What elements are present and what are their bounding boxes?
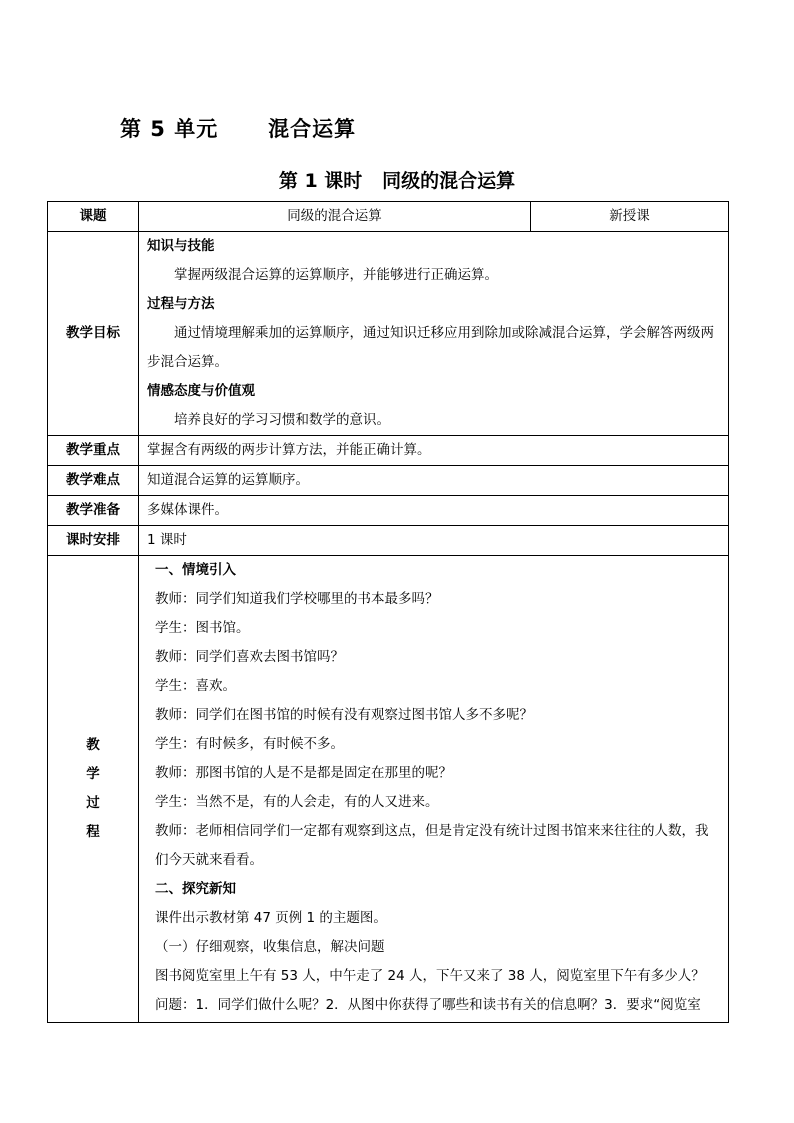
preparation-label: 教学准备 [48,496,139,526]
objectives-label: 教学目标 [48,232,139,436]
lesson-title: 第 1 课时 同级的混合运算 [278,170,516,192]
process-label-char: 程 [86,824,100,840]
process-line: 学生：当然不是，有的人会走，有的人又进来。 [155,794,439,810]
process-line: 教师：同学们在图书馆的时候有没有观察过图书馆人多不多呢？ [155,707,533,723]
lesson-type: 新授课 [531,202,729,232]
process-section-heading: 一、情境引入 [155,562,236,578]
process-line: （一）仔细观察，收集信息，解决问题 [155,939,385,955]
process-label [48,556,139,1023]
process-line: 学生：有时候多，有时候不多。 [155,736,344,752]
schedule-row [48,526,729,556]
process-line: 问题：1．同学们做什么呢？2．从图中你获得了哪些和读书有关的信息啊？3．要求“阅览室 [155,997,701,1013]
topic-label: 课题 [48,202,139,232]
process-heading: 过程与方法 [147,296,215,312]
process-label-char: 学 [86,766,100,782]
process-label-char: 过 [86,795,100,811]
objectives-cell [139,232,729,436]
knowledge-heading: 知识与技能 [147,238,215,254]
unit-title: 第 5 单元 混合运算 [120,117,357,141]
difficulties-label: 教学难点 [48,466,139,496]
lesson-plan-table [47,201,729,1023]
topic-value: 同级的混合运算 [139,202,531,232]
process-text: 通过情境理解乘加的运算顺序，通过知识迁移应用到除加或除减混合运算，学会解答两级两步混合运算。 [147,325,714,370]
process-line: 学生：图书馆。 [155,620,250,636]
schedule-label: 课时安排 [48,526,139,556]
difficulties-value: 知道混合运算的运算顺序。 [139,466,729,496]
process-content [147,556,720,1022]
process-section-heading: 二、探究新知 [155,881,236,897]
key-points-value: 掌握含有两级的两步计算方法，并能正确计算。 [139,436,729,466]
process-line: 教师：那图书馆的人是不是都是固定在那里的呢？ [155,765,452,781]
process-line: 教师：老师相信同学们一定都有观察到这点，但是肯定没有统计过图书馆来来往往的人数，我们今天就来看看。 [155,823,709,868]
preparation-row [48,496,729,526]
process-line: 图书阅览室里上午有 53 人，中午走了 24 人，下午又来了 38 人，阅览室里下午有多少人？ [155,968,705,984]
process-line: 教师：同学们喜欢去图书馆吗？ [155,649,344,665]
process-cell [139,556,729,1023]
process-line: 学生：喜欢。 [155,678,236,694]
emotion-text: 培养良好的学习习惯和数学的意识。 [174,412,390,428]
key-points-label: 教学重点 [48,436,139,466]
schedule-value: 1 课时 [139,526,729,556]
objectives-row [48,232,729,436]
knowledge-text: 掌握两级混合运算的运算顺序，并能够进行正确运算。 [174,267,498,283]
process-line: 教师：同学们知道我们学校哪里的书本最多吗？ [155,591,439,607]
emotion-heading: 情感态度与价值观 [147,383,255,399]
key-points-row [48,436,729,466]
process-label-char: 教 [86,737,100,753]
topic-row [48,202,729,232]
difficulties-row [48,466,729,496]
process-line: 课件出示教材第 47 页例 1 的主题图。 [155,910,387,926]
process-row [48,556,729,1023]
preparation-value: 多媒体课件。 [139,496,729,526]
